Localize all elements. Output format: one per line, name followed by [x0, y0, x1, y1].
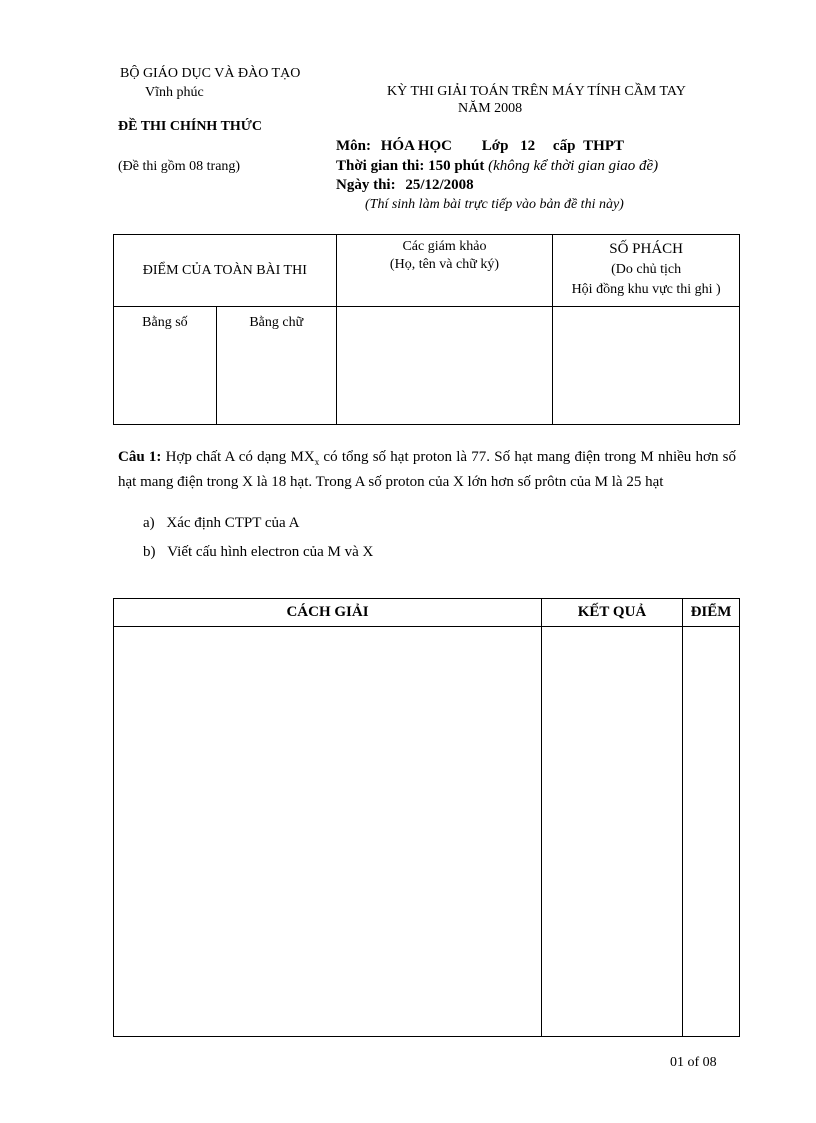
item-b-marker: b)	[143, 544, 156, 560]
date-value: 25/12/2008	[405, 177, 474, 193]
by-number-cell	[114, 307, 217, 425]
score-table	[113, 234, 740, 425]
date-line	[336, 177, 474, 194]
province-name: Vĩnh phúc	[145, 85, 204, 100]
question-text-b: có tổng số hạt proton là 77. Số hạt mang điện trong M nhiều hơn số hạt mang điện trong X là 18 hạt. Trong A số proton của X lớn hơn số prôtn của M là 25 hạt	[118, 449, 737, 490]
exam-title: KỲ THI GIẢI TOÁN TRÊN MÁY TÍNH CẦM TAY	[387, 84, 686, 99]
exam-year: NĂM 2008	[458, 101, 523, 116]
subject-value: HÓA HỌC	[380, 138, 453, 154]
level-value: THPT	[583, 138, 625, 154]
code-title: SỐ PHÁCH	[609, 241, 684, 257]
col-score-label: ĐIỂM	[690, 604, 732, 620]
score-header-cell	[114, 235, 337, 307]
col-result-label: KẾT QUẢ	[577, 604, 647, 620]
question-label: Câu 1:	[118, 449, 162, 465]
question-subscript: x	[314, 457, 320, 467]
by-number-label: Bằng số	[142, 315, 188, 330]
code-cell	[553, 235, 740, 307]
page-number: 01 of 08	[670, 1055, 717, 1070]
grade-value: 12	[520, 138, 536, 154]
grade-label: Lớp	[481, 138, 509, 154]
solution-area[interactable]	[114, 627, 542, 1037]
item-b-text: Viết cấu hình electron của M và X	[167, 544, 374, 560]
col-result-header	[542, 599, 683, 627]
official-label: ĐỀ THI CHÍNH THỨC	[118, 119, 263, 134]
answer-table	[113, 598, 740, 1037]
level-label: cấp	[552, 138, 576, 154]
examiners-cell	[336, 235, 553, 307]
subject-line	[336, 138, 624, 155]
pages-note: (Đề thi gồm 08 trang)	[118, 159, 241, 174]
question-item-b	[143, 544, 373, 561]
ministry-name: BỘ GIÁO DỤC VÀ ĐÀO TẠO	[120, 66, 301, 81]
examiners-signature-cell[interactable]	[336, 307, 553, 425]
by-words-label: Bằng chữ	[249, 315, 304, 330]
score-header: ĐIỂM CỦA TOÀN BÀI THI	[142, 262, 307, 278]
item-a-marker: a)	[143, 515, 155, 531]
time-line	[336, 158, 658, 175]
col-solution-label: CÁCH GIẢI	[286, 604, 369, 620]
code-sub2: Hội đồng khu vực thi ghi )	[571, 282, 721, 297]
col-solution-header	[114, 599, 542, 627]
time-label: Thời gian thi: 150 phút	[336, 158, 485, 174]
instruction: (Thí sinh làm bài trực tiếp vào bản đề thi này)	[365, 197, 624, 212]
question-1	[118, 447, 736, 492]
col-score-header	[683, 599, 740, 627]
examiners-sub: (Họ, tên và chữ ký)	[389, 257, 499, 272]
subject-label: Môn:	[336, 138, 371, 154]
code-value-cell[interactable]	[553, 307, 740, 425]
date-label: Ngày thi:	[336, 177, 396, 193]
by-words-cell	[216, 307, 336, 425]
code-sub1: (Do chủ tịch	[611, 262, 682, 277]
item-a-text: Xác định CTPT của A	[166, 515, 300, 531]
result-area[interactable]	[542, 627, 683, 1037]
score-area[interactable]	[683, 627, 740, 1037]
question-text-a: Hợp chất A có dạng MX	[165, 449, 315, 465]
examiners-title: Các giám khảo	[402, 239, 487, 254]
question-item-a	[143, 515, 299, 532]
time-note: (không kể thời gian giao đề)	[488, 158, 659, 174]
